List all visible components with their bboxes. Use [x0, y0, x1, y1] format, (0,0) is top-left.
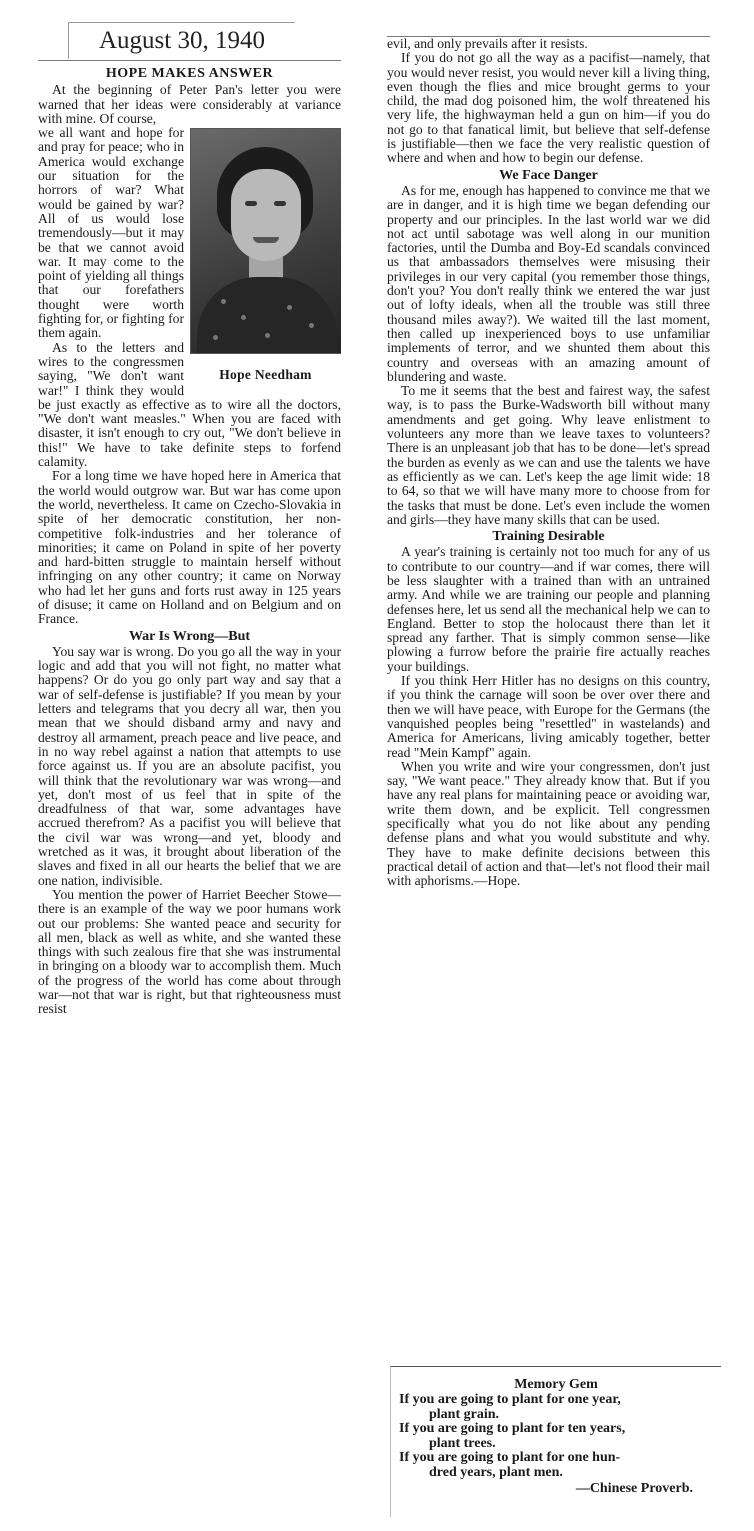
memory-gem-box	[390, 1366, 721, 1517]
memory-gem-title: Memory Gem	[514, 1377, 598, 1392]
paragraph-training: A year's training is certainly not too much for any of us to contribute to our country—and if war comes, there will be less slaughter with a trained than with an untrained army. And while we are training our people and planning defenses here, let us send all the mechanical help we can to England. Better to stop the holocaust there than let it spread any farther. That is simply common sense—like plowing a furrow before the prairie fire actually reaches your buildings.	[387, 544, 710, 674]
paragraph-outgrow-war: For a long time we have hoped here in America that the world would outgrow war. But war has come upon the world, nevertheless. It came on Czecho-Slovakia in spite of her democratic constitution, her non-competitive folk-industries and her tolerance of minorities; it came on Poland in spite of her poverty and hard-bitten struggle to maintain herself without infringing on any other country; it came on Norway who had let her guns and forts rust away in 125 years of disuse; it came on Holland and on Belgium and on France.	[38, 468, 341, 627]
paragraph-burke-wadsworth: To me it seems that the best and fairest way, the safest way, is to pass the Burke-Wadsworth bill without many amendments and get going. Why leave enlistment to volunteers any more than we leave taxes to volunteers? There is an unpleasant job that has to be done—let's spread the burden as evenly as we can and use the talents we have as efficiently as we can. Let's keep the age limit wide: 18 to 64, so that we will have many more to choose from for the tasks that must be done. Let's even include the women and girls—they have many skills that can be used.	[387, 383, 710, 527]
memory-gem-line: plant trees.	[429, 1435, 496, 1451]
photo-caption: Hope Needham	[219, 367, 312, 383]
paragraph-continued: evil, and only prevails after it resists.	[387, 36, 588, 51]
paragraph-pacifist: If you do not go all the way as a pacifist—namely, that you would never resist, you would never kill a living thing, even though the flies and mice brought germs to your child, the mad dog poisoned him, the wolf threatened his very life, the highwayman held a gun on him—if you do not go to that fanatical limit, but believe that self-defense is justifiable—then we face the very realistic question of where and when and how to begin our defense.	[387, 50, 710, 166]
paragraph-intro: At the beginning of Peter Pan's letter you were warned that her ideas were considerably at variance with mine. Of course,	[38, 82, 341, 126]
memory-gem-line: If you are going to plant for ten years,	[399, 1421, 626, 1437]
paragraph-intro-wrap: we all want and hope for and pray for peace; who in America would exchange our situation for the horrors of war? What would be gained by war? All of us would lose tremendously—but it may be that we cannot avoid war. It may come to the point of yielding all things that our forefathers thought were worth fighting for, or fighting for them again.	[38, 125, 184, 341]
subheading-training-desirable: Training Desirable	[492, 529, 605, 545]
memory-gem-line: If you are going to plant for one year,	[399, 1392, 621, 1407]
article-title: HOPE MAKES ANSWER	[105, 66, 274, 81]
paragraph-danger: As for me, enough has happened to convince me that we are in danger, and it is high time we began defending our property and our principles. In the last world war we did not act until sabotage was well along in our munition factories, until the Dumba and Boy-Ed scandals convinced us that ambassadors themselves were misusing their privileges in our very capital (you remember those things, don't you? You don't really think we entered the war just out of lofty ideals, when all the trouble was still three thousand miles away?). We waited till the last moment, then called up inexperienced boys to use unfamiliar implements of terror, and we shunted them about this country and overseas with an amazing amount of blundering and waste.	[387, 182, 710, 384]
subheading-war-is-wrong: War Is Wrong—But	[128, 628, 251, 644]
paragraph-congressmen: When you write and wire your congressmen, don't just say, "We want peace." They already know that. But if you have any real plans for maintaining peace or avoiding war, write them down, and be explicit. Tell congressmen specifically what you do not like about any pending defense plans and what you would substitute and why. They have to make definite decisions between this practical detail of action and that—let's not flood their mail with aphorisms.—Hope.	[387, 758, 710, 889]
right-column	[387, 36, 710, 1332]
subheading-we-face-danger: We Face Danger	[499, 167, 598, 183]
clipping-date: August 30, 1940	[68, 22, 295, 59]
memory-gem-attribution: —Chinese Proverb.	[575, 1480, 693, 1496]
paragraph-stowe: You mention the power of Harriet Beecher Stowe—there is an example of the way we poor humans work out our problems: She wanted peace and security for all men, black as well as white, and she wanted these things with such zealous fire that she was instrumental in bringing on a bloody war to accomplish them. Much of the progress of the world has come about through war—not that war is right, but that righteousness must resist	[38, 886, 341, 1017]
memory-gem-line: plant grain.	[429, 1406, 500, 1422]
paragraph-letters-wires: As to the letters and wires to the congressmen saying, "We don't want war!" I think they would be just exactly as effective as to wire all the doctors, "We don't want measles." When you are faced with disaster, it isn't enough to cry out, "We don't believe in this!" We have to take definite steps to forfend calamity.	[38, 339, 341, 470]
memory-gem-line: If you are going to plant for one hun-	[399, 1450, 621, 1466]
author-photo	[190, 128, 341, 354]
memory-gem-line: dred years, plant men.	[429, 1464, 563, 1480]
left-column	[38, 60, 341, 1363]
paragraph-hitler: If you think Herr Hitler has no designs on this country, if you think the carnage will soon be over over there and then we will have peace, with Europe for the Germans (the vanquished peoples being "resettled" in wastelands) and America for Americans, living amicably together, better read "Mein Kampf" again.	[387, 673, 710, 760]
author-photo-block	[190, 128, 341, 382]
paragraph-war-wrong: You say war is wrong. Do you go all the way in your logic and add that you will not fight, no matter what happens? Or do you go only part way and say that a war of self-defense is justifiable? If you mean by your letters and telegrams that you decry all war, then you mean that we should disband army and navy and destroy all armament, preach peace and live peace, and in no way rebel against a nation that attempts to use force against us. If you are an absolute pacifist, you will think that the revolutionary war was wrong—and yet, don't most of us feel that in spite of the dreadfulness of that war, some advantages have accrued therefrom? As a pacifist you will believe that the civil war was wrong—and yet, bloody and wretched as it was, it brought about liberation of the slaves and fixed in all our hearts the belief that we are one nation, indivisible.	[38, 643, 341, 888]
